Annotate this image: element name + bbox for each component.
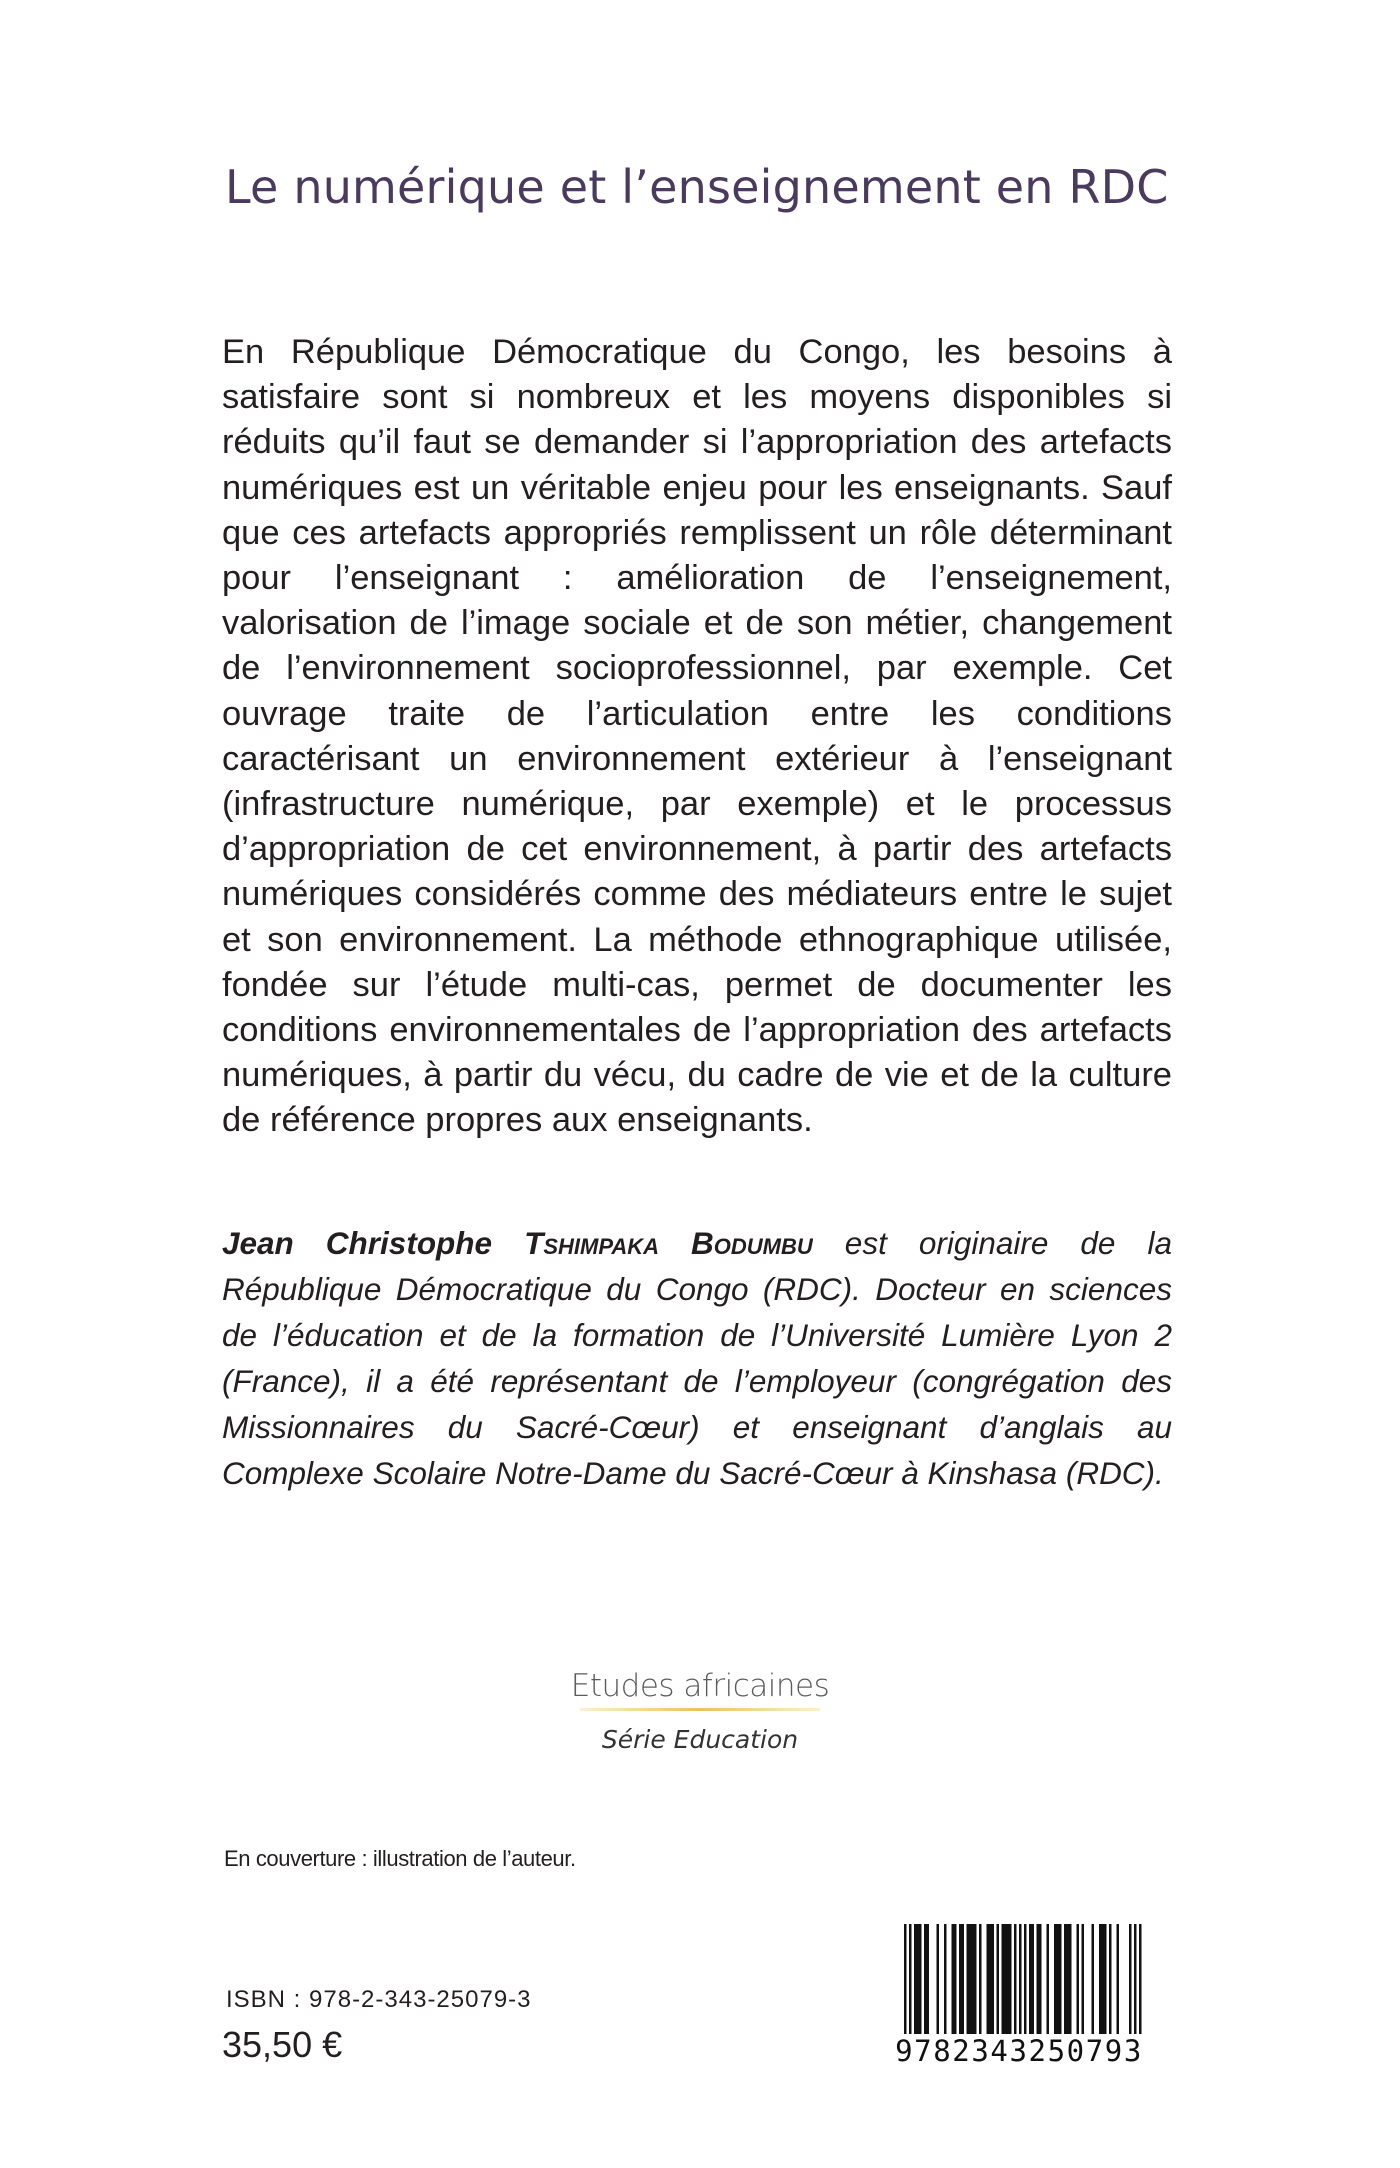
book-title: Le numérique et l’enseignement en RDC <box>225 160 1169 214</box>
summary-paragraph: En République Démocratique du Congo, les besoins à satisfaire sont si nombreux et les moyens disponibles si réduits qu’il faut se demander si l’appropriation des artefacts numériques est un véritable enjeu pour les enseignants. Sauf que ces artefacts appropriés remplissent un rôle déterminant pour l’enseignant : amélioration de l’enseignement, valorisation de l’image sociale et de son métier, changement de l’environnement socioprofessionnel, par exemple. Cet ouvrage traite de l’articulation entre les conditions caractérisant un environnement extérieur à l’enseignant (infrastructure numérique, par exemple) et le processus d’appropriation de cet environnement, à partir des artefacts numériques considérés comme des médiateurs entre le sujet et son environnement. La méthode ethnographique utilisée, fondée sur l’étude multi-cas, permet de documenter les conditions environnementales de l’appropriation des artefacts numériques, à partir du vécu, du cadre de vie et de la culture de référence propres aux enseignants. <box>222 333 1172 1140</box>
barcode-bar <box>919 1924 922 2036</box>
barcode-bar <box>1032 1924 1035 2036</box>
barcode-bar <box>1039 1924 1042 2036</box>
collection-series: Série Education <box>601 1725 799 1754</box>
barcode-bar <box>1092 1924 1095 2036</box>
barcode-bar <box>1024 1924 1027 2052</box>
barcode-bar <box>1134 1924 1137 2052</box>
barcode-bars-icon <box>888 1924 1150 2052</box>
barcode-bar <box>924 1924 927 2036</box>
author-first-name: Jean Christophe <box>222 1225 493 1261</box>
barcode-bar <box>1059 1924 1062 2036</box>
barcode-bar <box>962 1924 965 2036</box>
barcode-bar <box>967 1924 970 2036</box>
barcode-bar <box>992 1924 995 2036</box>
barcode-bar <box>1069 1924 1072 2036</box>
barcode-bar <box>927 1924 930 2036</box>
barcode-digits: 9782343250793 <box>888 2034 1150 2068</box>
barcode-bar <box>1009 1924 1012 2036</box>
collection-block <box>560 1668 840 1754</box>
barcode-bar <box>974 1924 977 2036</box>
barcode <box>888 1924 1150 2074</box>
barcode-bar <box>959 1924 962 2036</box>
barcode-bar <box>969 1924 972 2036</box>
barcode-bar <box>937 1924 940 2036</box>
barcode-bar <box>972 1924 975 2036</box>
barcode-bar <box>1102 1924 1105 2036</box>
price: 35,50 € <box>222 2024 343 2065</box>
author-name <box>222 1225 813 1261</box>
barcode-bar <box>1002 1924 1005 2036</box>
barcode-bar <box>1037 1924 1040 2036</box>
barcode-bar <box>1109 1924 1112 2036</box>
barcode-bar <box>914 1924 917 2036</box>
barcode-bar <box>1104 1924 1107 2036</box>
barcode-bar <box>1139 1924 1142 2052</box>
barcode-bar <box>1019 1924 1022 2052</box>
barcode-bar <box>1004 1924 1007 2036</box>
barcode-bar <box>1007 1924 1010 2036</box>
collection-divider <box>580 1708 820 1711</box>
barcode-bar <box>1064 1924 1067 2036</box>
author-biography <box>222 1220 1172 1496</box>
barcode-bar <box>1057 1924 1060 2036</box>
barcode-bar <box>1014 1924 1017 2036</box>
barcode-bar <box>1117 1924 1120 2036</box>
author-last-name: Tshimpaka Bodumbu <box>524 1225 813 1261</box>
collection-name: Etudes africaines <box>570 1668 830 1704</box>
barcode-bar <box>1129 1924 1132 2036</box>
barcode-bar <box>1047 1924 1050 2036</box>
barcode-bar <box>997 1924 1000 2036</box>
barcode-bar <box>909 1924 912 2052</box>
barcode-bar <box>904 1924 907 2052</box>
barcode-bar <box>1082 1924 1085 2036</box>
barcode-bar <box>1029 1924 1032 2036</box>
barcode-bar <box>1054 1924 1057 2036</box>
author-bio-text: est originaire de la République Démocratique du Congo (RDC). Docteur en sciences de l’éducation et de la formation de l’Université Lumière Lyon 2 (France), il a été représentant de l’employeur (congrégation des Missionnaires du Sacré-Cœur) et enseignant d’anglais au Complexe Scolaire Notre-Dame du Sacré-Cœur à Kinshasa (RDC). <box>222 1225 1172 1491</box>
cover-credit: En couverture : illustration de l’auteur. <box>224 1846 576 1871</box>
barcode-bar <box>952 1924 955 2036</box>
barcode-bar <box>989 1924 992 2036</box>
barcode-bar <box>987 1924 990 2036</box>
isbn: ISBN : 978-2-343-25079-3 <box>226 1986 532 2013</box>
book-summary <box>222 330 1172 1144</box>
barcode-bar <box>917 1924 920 2036</box>
barcode-bar <box>1077 1924 1080 2036</box>
barcode-bar <box>1067 1924 1070 2036</box>
barcode-bar <box>954 1924 957 2036</box>
barcode-bar <box>944 1924 947 2036</box>
barcode-bar <box>1099 1924 1102 2036</box>
barcode-bar <box>979 1924 982 2036</box>
